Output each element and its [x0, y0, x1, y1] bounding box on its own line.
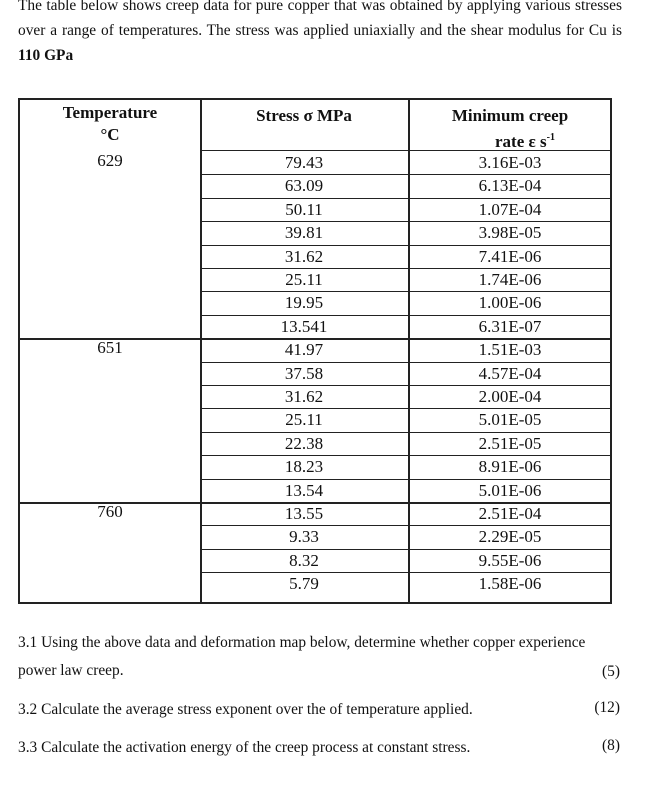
creep-rate-cell: 5.01E-06	[478, 480, 542, 500]
creep-data-table	[18, 98, 612, 604]
stress-cell: 18.23	[284, 457, 324, 477]
creep-rate-cell: 2.00E-04	[478, 387, 542, 406]
creep-rate-cell: 7.41E-06	[478, 246, 542, 266]
intro-paragraph	[18, 0, 622, 68]
question-3-1	[18, 632, 620, 682]
header-temperature	[20, 102, 200, 146]
creep-rate-cell: 1.74E-06	[478, 270, 542, 289]
stress-cell: 13.541	[280, 316, 328, 336]
stress-cell: 13.54	[284, 480, 324, 500]
creep-rate-cell: 9.55E-06	[478, 550, 542, 570]
stress-cell: 79.43	[284, 153, 324, 172]
stress-cell: 5.79	[289, 574, 319, 594]
stress-cell: 31.62	[284, 246, 324, 266]
creep-rate-cell: 8.91E-06	[478, 457, 542, 477]
intro-text: The table below shows creep data for pure copper that was obtained by applying various stresses over a range of temperatures. The stress was applied uniaxially and the shear modulus for Cu is	[18, 0, 622, 39]
creep-rate-cell: 4.57E-04	[478, 363, 542, 383]
header-temperature-label: Temperature	[62, 103, 158, 122]
temperature-cell: 629	[97, 151, 123, 170]
header-creep-unit: rate ε $s^{-1}$	[495, 132, 555, 151]
header-creep-rate	[408, 105, 612, 153]
creep-rate-cell: 6.31E-07	[478, 316, 542, 336]
shear-modulus-value: 110 GPa	[18, 47, 74, 64]
question-3-3-marks: (8)	[602, 737, 620, 754]
creep-rate-cell: 6.13E-04	[478, 176, 542, 196]
header-creep-label: Minimum creep	[451, 106, 569, 125]
stress-cell: 37.58	[284, 363, 324, 383]
stress-cell: 25.11	[285, 270, 323, 289]
stress-cell: 63.09	[284, 176, 324, 196]
creep-rate-cell: 3.16E-03	[478, 153, 542, 172]
creep-rate-cell: 3.98E-05	[478, 223, 542, 243]
header-temperature-unit: °C	[100, 125, 120, 144]
creep-rate-cell: 1.51E-03	[478, 340, 542, 360]
question-3-1-line1: 3.1 Using the above data and deformation map below, determine whether copper experience	[18, 634, 586, 651]
stress-cell: 41.97	[284, 340, 324, 360]
question-3-1-line2: power law creep.	[18, 662, 124, 679]
stress-cell: 50.11	[285, 199, 323, 219]
creep-rate-cell: 2.29E-05	[478, 527, 542, 547]
stress-cell: 19.95	[284, 293, 324, 313]
temperature-cell: 760	[97, 502, 123, 521]
stress-cell: 39.81	[284, 223, 324, 243]
stress-cell: 25.11	[285, 410, 323, 430]
question-3-2: 3.2 Calculate the average stress exponent over the of temperature applied.	[18, 701, 473, 718]
temperature-cell: 651	[97, 338, 123, 358]
creep-rate-cell: 2.51E-04	[478, 504, 542, 523]
stress-cell: 22.38	[284, 433, 324, 453]
stress-cell: 13.55	[284, 504, 324, 523]
stress-cell: 8.32	[289, 550, 319, 570]
stress-cell: 31.62	[284, 387, 324, 406]
creep-rate-cell: 1.00E-06	[478, 293, 542, 313]
question-3-1-marks: (5)	[602, 663, 620, 680]
stress-cell: 9.33	[289, 527, 319, 547]
question-3-3: 3.3 Calculate the activation energy of the creep process at constant stress.	[18, 739, 471, 756]
question-3-2-marks: (12)	[594, 699, 620, 716]
creep-rate-cell: 5.01E-05	[478, 410, 542, 430]
creep-rate-cell: 1.07E-04	[478, 199, 542, 219]
header-stress: Stress σ MPa	[256, 106, 352, 125]
creep-rate-cell: 2.51E-05	[478, 433, 542, 453]
creep-rate-cell: 1.58E-06	[478, 574, 542, 594]
